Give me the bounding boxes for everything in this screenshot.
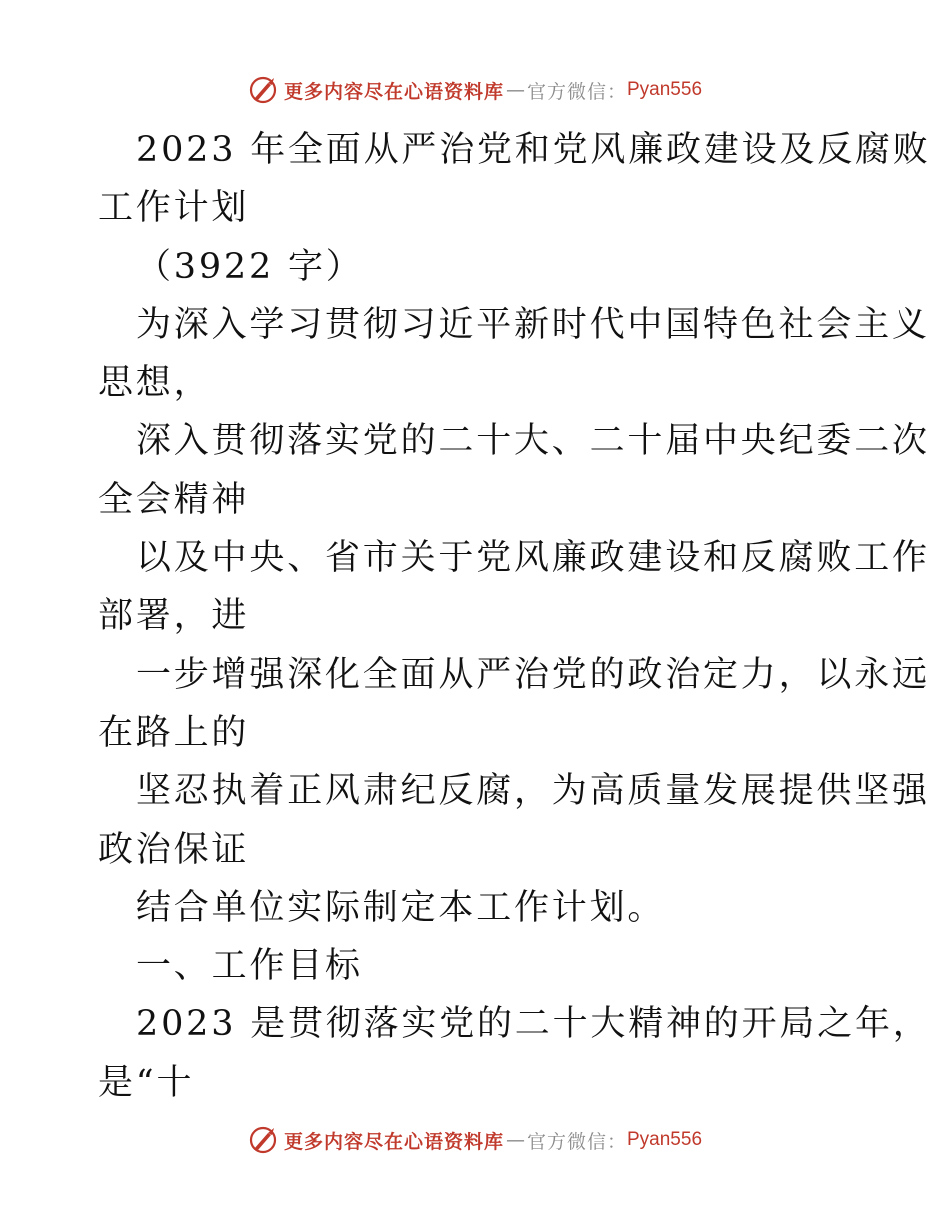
paragraph-line: 坚忍执着正风肃纪反腐，为高质量发展提供坚强 xyxy=(136,771,930,812)
paragraph-line: 思想， xyxy=(98,363,212,404)
document-title-line-1: 2023 年全面从严治党和党风廉政建设及反腐败 xyxy=(136,130,931,170)
paragraph-line: 深入贯彻落实党的二十大、二十届中央纪委二次 xyxy=(136,421,930,462)
paragraph-line: 以及中央、省市关于党风廉政建设和反腐败工作 xyxy=(136,538,930,579)
word-count: （3922 字） xyxy=(136,246,364,287)
banner-wechat-id: Pyan556 xyxy=(627,1129,703,1150)
document-title-line-2: 工作计划 xyxy=(98,188,250,229)
paragraph-line: 结合单位实际制定本工作计划。 xyxy=(136,887,666,928)
paragraph-line: 政治保证 xyxy=(98,829,250,870)
paragraph-line: 全会精神 xyxy=(98,479,250,520)
section-heading: 一、工作目标 xyxy=(136,946,363,987)
banner-separator: — xyxy=(505,1129,525,1151)
document-body xyxy=(98,121,931,1112)
banner-title: 更多内容尽在心语资料库 xyxy=(283,1130,504,1153)
quill-pen-logo-icon xyxy=(248,1125,278,1155)
paragraph-line: 是“十 xyxy=(98,1062,195,1103)
header-watermark-banner xyxy=(0,70,950,110)
banner-title: 更多内容尽在心语资料库 xyxy=(283,80,504,103)
quill-pen-logo-icon xyxy=(248,75,278,105)
footer-watermark-banner xyxy=(0,1120,950,1160)
banner-wechat-label: 官方微信： xyxy=(526,1130,627,1153)
paragraph-line: 一步增强深化全面从严治党的政治定力，以永远 xyxy=(136,654,930,695)
banner-separator: — xyxy=(505,79,525,101)
paragraph-line: 部署，进 xyxy=(98,596,250,637)
banner-wechat-label: 官方微信： xyxy=(526,80,627,103)
paragraph-line: 2023 是贯彻落实党的二十大精神的开局之年， xyxy=(136,1004,931,1045)
paragraph-line: 在路上的 xyxy=(98,712,250,753)
paragraph-line: 为深入学习贯彻习近平新时代中国特色社会主义 xyxy=(136,304,930,345)
banner-wechat-id: Pyan556 xyxy=(627,79,703,100)
